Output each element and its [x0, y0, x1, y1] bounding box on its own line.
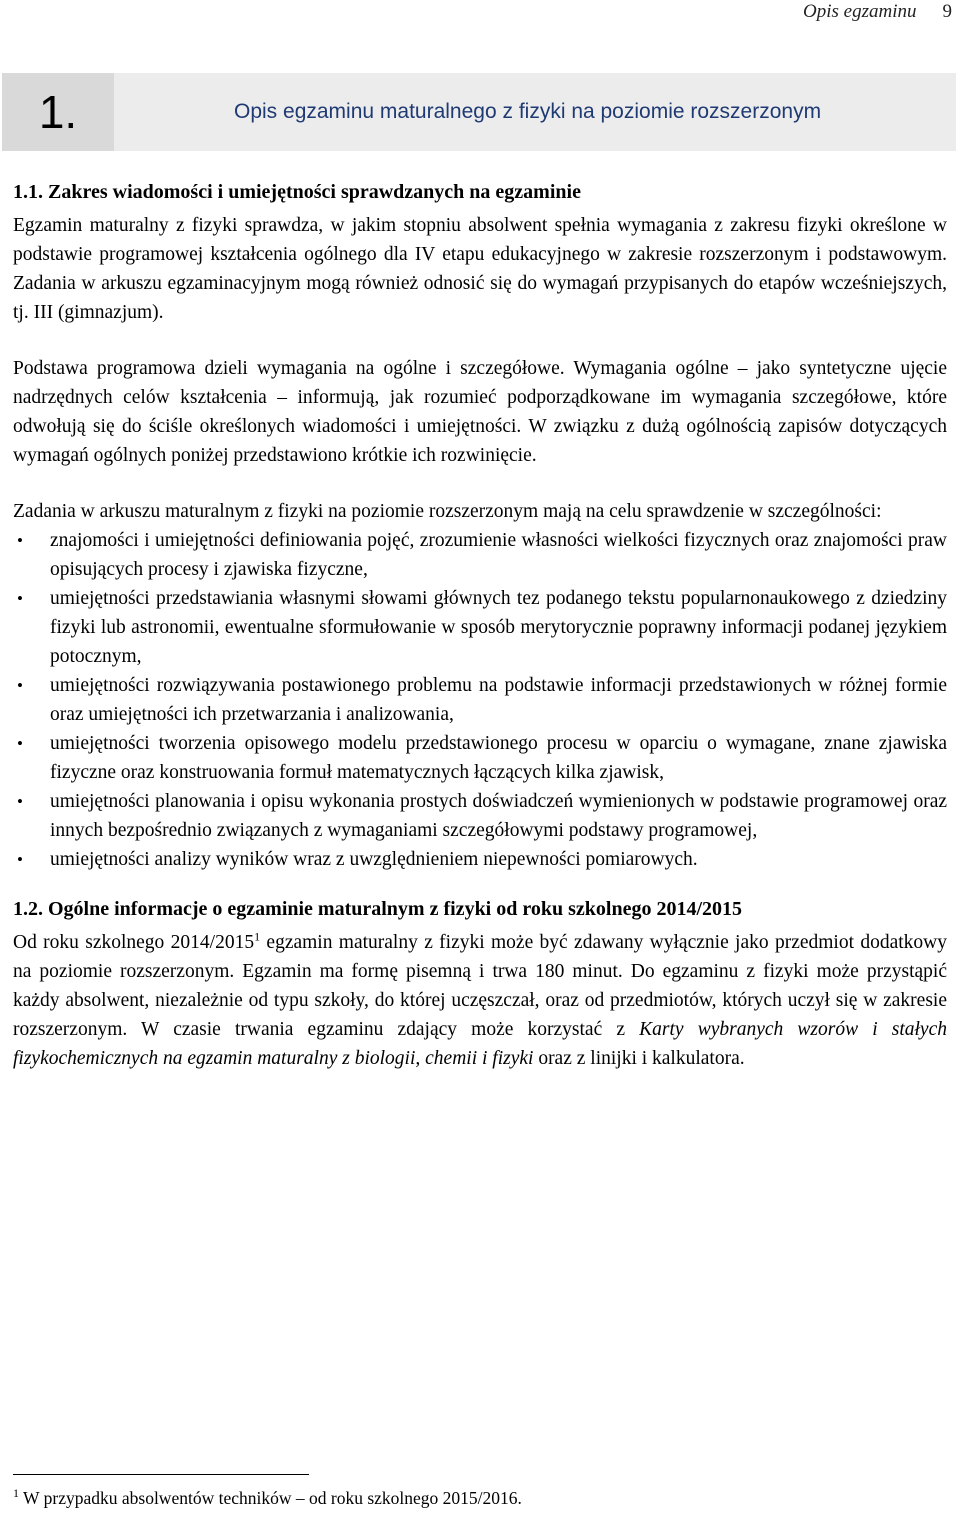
general-info-start: Od roku szkolnego 2014/2015: [13, 932, 255, 953]
running-title: Opis egzaminu: [803, 1, 917, 22]
general-info-middle: egzamin maturalny z fizyki może być zdawany wyłącznie jako przedmiot dodatkowy na poziomie rozszerzonym. Egzamin ma formę pisemną i trwa 180 minut. Do egzaminu z fizyki może przystąpić każdy absolwent, niezależnie od typu szkoły, do której uczęszczał, oraz od przedmiotów, których uczył się w zakresie rozszerzonym. W czasie trwania egzaminu zdający może korzystać z: [13, 932, 948, 1040]
footnote-reference[interactable]: 1: [254, 929, 261, 944]
bullet-icon: •: [17, 676, 23, 695]
footnote-divider: [13, 1474, 309, 1475]
chapter-banner: [2, 73, 956, 151]
page-number: 9: [942, 1, 952, 22]
list-item-text: umiejętności rozwiązywania postawionego problemu na podstawie informacji przedstawionych w różnej formie oraz umiejętności ich przetwarzania i analizowania,: [50, 675, 947, 725]
footnote-marker: 1: [13, 1486, 19, 1501]
paragraph-tasks-intro: Zadania w arkuszu maturalnym z fizyki na poziomie rozszerzonym mają na celu sprawdzenie w szczególności:: [13, 501, 882, 522]
general-info-end: oraz z linijki i kalkulatora.: [533, 1048, 745, 1069]
list-item: [13, 845, 947, 874]
footnote: [13, 1486, 522, 1510]
bullet-icon: •: [17, 792, 23, 811]
bullet-icon: •: [17, 850, 23, 869]
running-header: [803, 0, 952, 24]
list-item: [13, 584, 947, 671]
list-item: [13, 526, 947, 584]
chapter-number: 1.: [38, 86, 78, 138]
bullet-icon: •: [17, 589, 23, 608]
section-heading-1-2: 1.2. Ogólne informacje o egzaminie maturalnym z fizyki od roku szkolnego 2014/2015: [13, 898, 743, 920]
list-item-text: umiejętności tworzenia opisowego modelu przedstawionego procesu w oparciu o wymagane, znane zjawiska fizyczne oraz konstruowania formuł matematycznych łączących kilka zjawisk,: [50, 733, 947, 783]
chapter-title: Opis egzaminu maturalnego z fizyki na poziomie rozszerzonym: [114, 73, 956, 151]
list-item: [13, 729, 947, 787]
paragraph-requirements: Podstawa programowa dzieli wymagania na ogólne i szczegółowe. Wymagania ogólne – jako syntetyczne ujęcie nadrzędnych celów kształcenia – informują, jak rozumieć podporządkowane im wymagania szczegółowe, które odwołują się do ściśle określonych wiadomości i umiejętności. W związku z dużą ogólnością zapisów dotyczących wymagań ogólnych poniżej przedstawiono krótkie ich rozwinięcie.: [13, 358, 947, 466]
bullet-icon: •: [17, 734, 23, 753]
formula-card-title: Karty wybranych wzorów i stałych fizykochemicznych na egzamin maturalny z biologii, chemii i fizyki: [13, 1019, 947, 1069]
list-item-text: umiejętności przedstawiania własnymi słowami głównych tez podanego tekstu popularnonaukowego z dziedziny fizyki lub astronomii, ewentualne sformułowanie w sposób merytorycznie poprawny informacji podanej językiem potocznym,: [50, 588, 947, 667]
list-item-text: umiejętności planowania i opisu wykonania prostych doświadczeń wymienionych w podstawie programowej oraz innych bezpośrednio związanych z wymaganiami szczegółowymi podstawy programowej,: [50, 791, 947, 841]
list-item-text: znajomości i umiejętności definiowania pojęć, zrozumienie własności wielkości fizycznych oraz znajomości praw opisujących procesy i zjawiska fizyczne,: [50, 530, 947, 580]
list-item: [13, 787, 947, 845]
list-item-text: umiejętności analizy wyników wraz z uwzględnieniem niepewności pomiarowych.: [50, 849, 698, 870]
paragraph-general-info: [13, 928, 947, 1073]
bullet-icon: •: [17, 531, 23, 550]
list-item: [13, 671, 947, 729]
skills-list: [13, 526, 947, 874]
section-heading-1-1: 1.1. Zakres wiadomości i umiejętności sprawdzanych na egzaminie: [13, 181, 581, 203]
page-body: [13, 177, 947, 1073]
paragraph-scope: Egzamin maturalny z fizyki sprawdza, w jakim stopniu absolwent spełnia wymagania z zakresu fizyki określone w podstawie programowej kształcenia ogólnego dla IV etapu edukacyjnego w zakresie rozszerzonym i podstawowym. Zadania w arkuszu egzaminacyjnym mogą również odnosić się do wymagań przypisanych do etapów wcześniejszych, tj. III (gimnazjum).: [13, 215, 947, 323]
footnote-text: W przypadku absolwentów techników – od roku szkolnego 2015/2016.: [19, 1488, 522, 1508]
